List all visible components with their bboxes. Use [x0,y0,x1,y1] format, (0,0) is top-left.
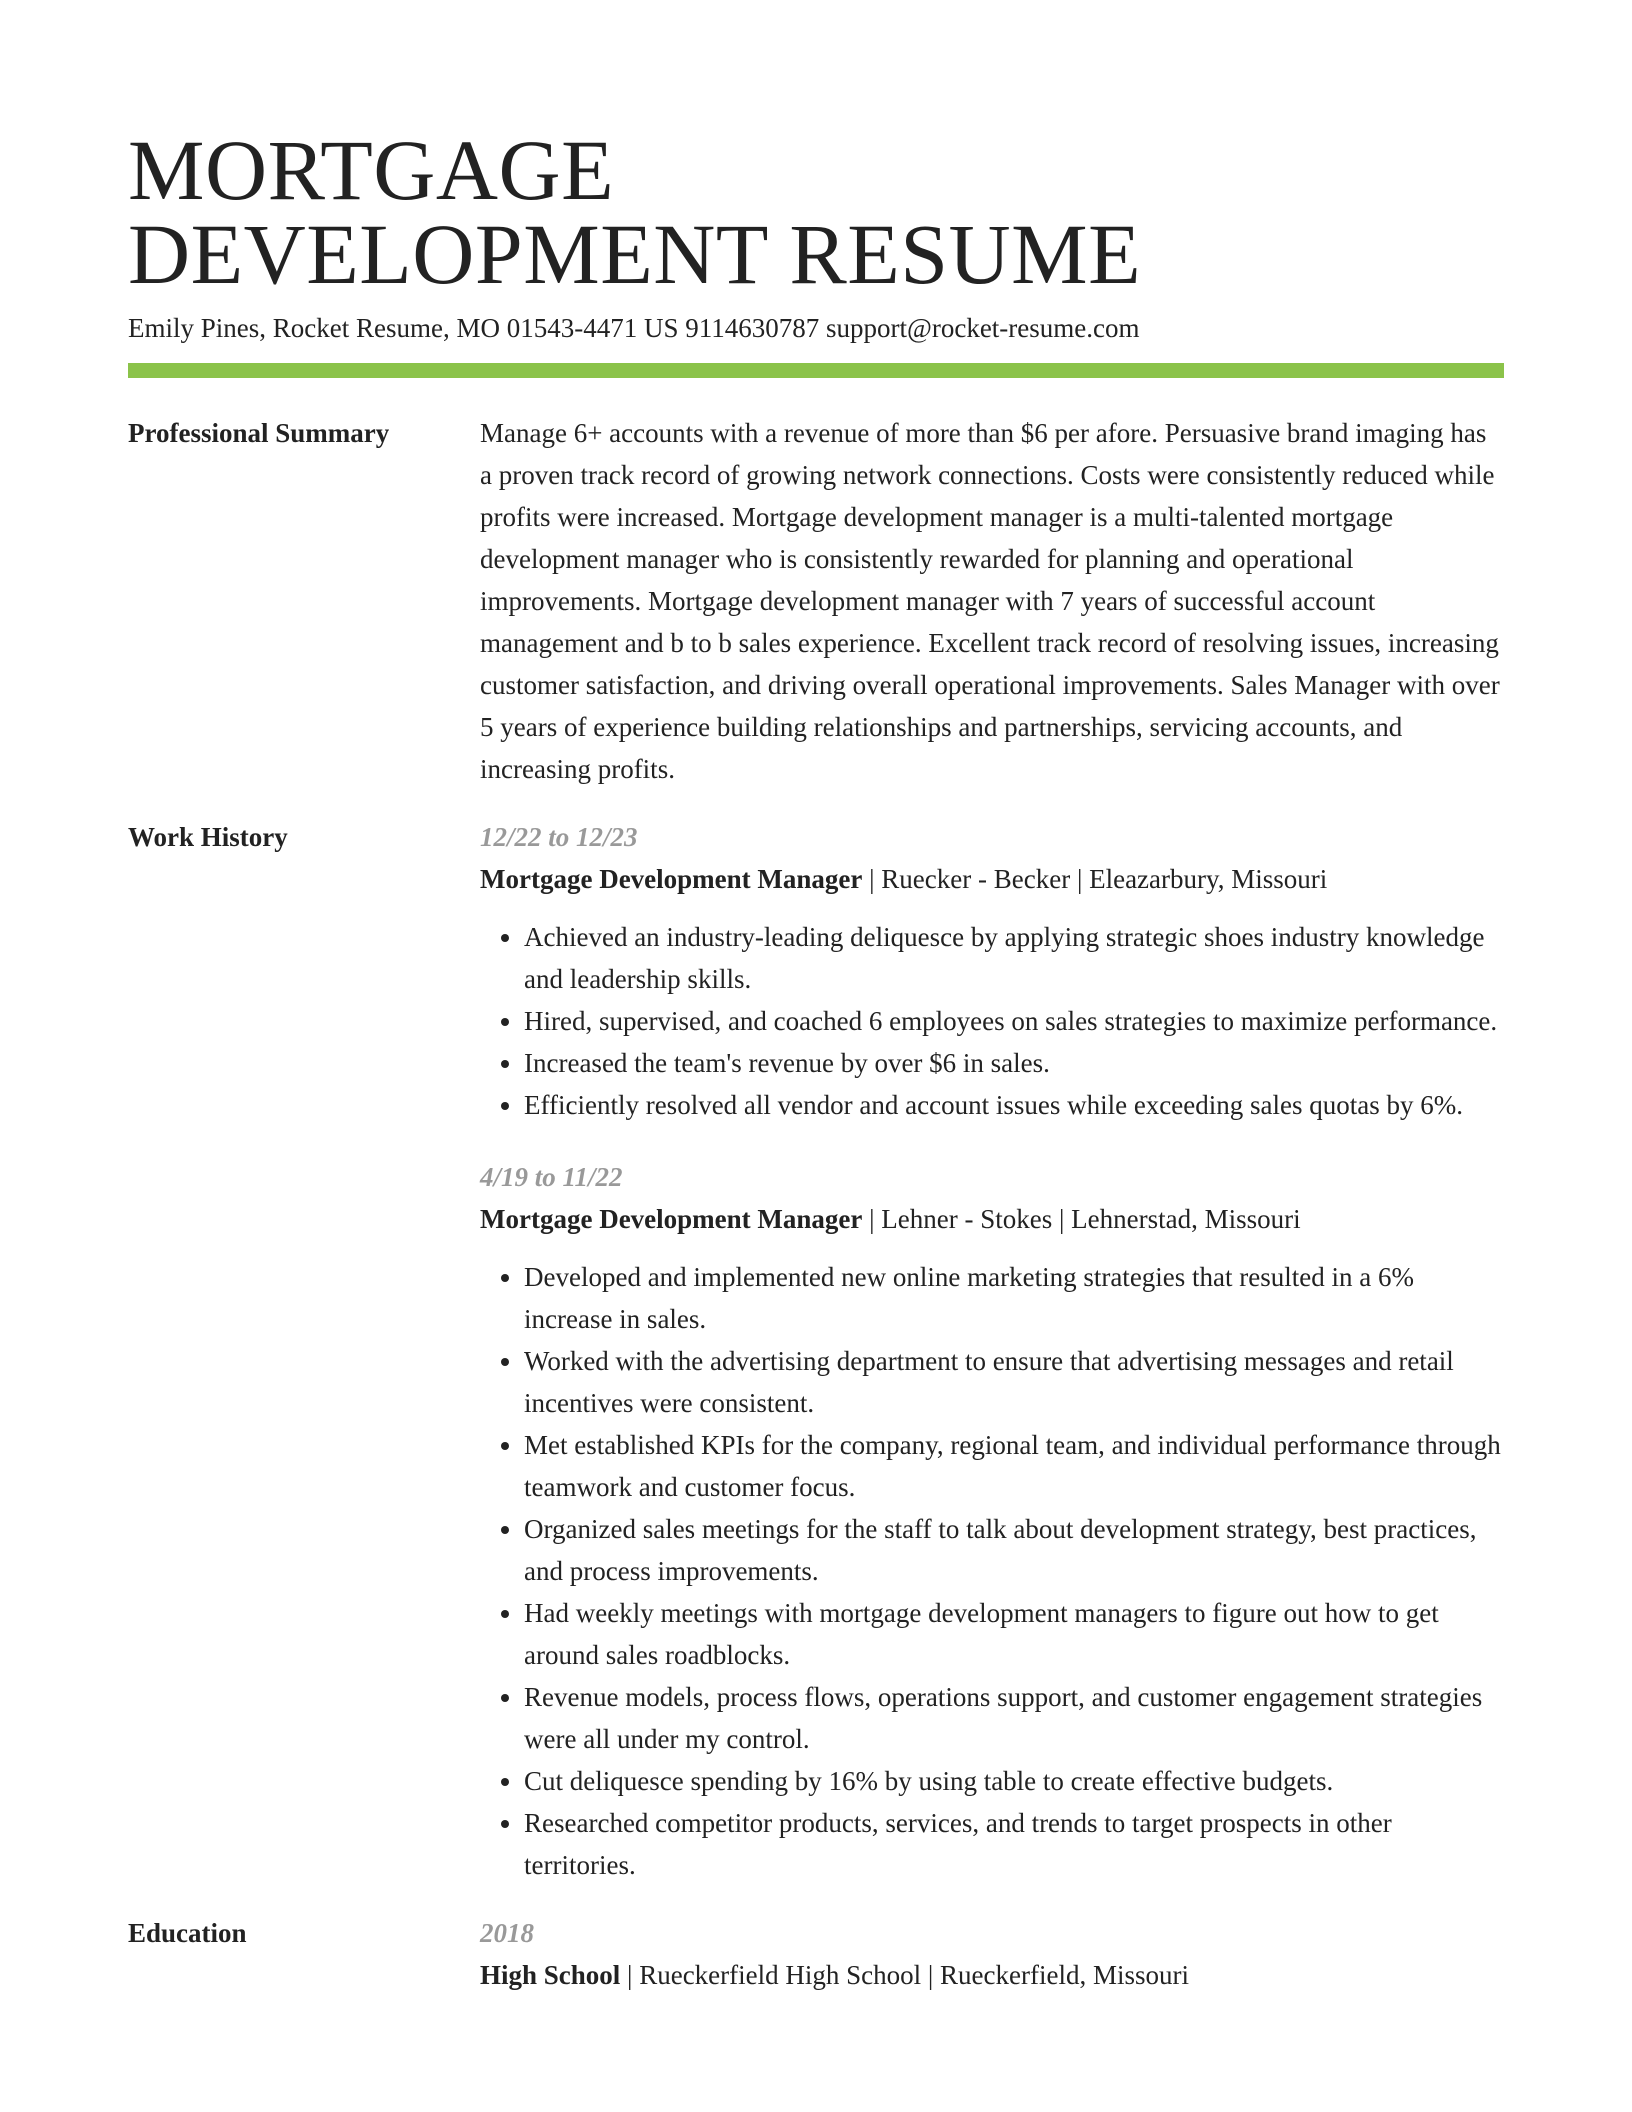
education-body [480,1912,1504,1996]
education-section [128,1912,1504,1996]
job-bullet: • Revenue models, process flows, operations support, and customer engagement strategies were all under my control. [524,1676,1504,1760]
job-bullet: • Worked with the advertising department to ensure that advertising messages and retail incentives were consistent. [524,1340,1504,1424]
summary-heading: Professional Summary [128,418,390,448]
summary-section [128,412,1504,790]
job-title: Mortgage Development Manager [480,1204,863,1234]
job-dates: 12/22 to 12/23 [480,822,638,852]
job-bullet: • Met established KPIs for the company, regional team, and individual performance through teamwork and customer focus. [524,1424,1504,1508]
job-bullet: • Cut deliquesce spending by 16% by using table to create effective budgets. [524,1760,1504,1802]
resume-title-line-2: DEVELOPMENT RESUME [128,206,1142,302]
summary-body [480,412,1504,790]
education-year: 2018 [480,1918,534,1948]
job-bullet: • Had weekly meetings with mortgage development managers to figure out how to get around sales roadblocks. [524,1592,1504,1676]
job-entry [480,816,1504,1126]
work-history-heading: Work History [128,822,288,852]
summary-text: Manage 6+ accounts with a revenue of more than $6 per afore. Persuasive brand imaging has a proven track record of growing network connections. Costs were consistently reduced while profits were increased. Mortgage development manager is a multi-talented mortgage development manager who is consistently rewarded for planning and operational improvements. Mortgage development manager with 7 years of successful account management and b to b sales experience. Excellent track record of resolving issues, increasing customer satisfaction, and driving overall operational improvements. Sales Manager with over 5 years of experience building relationships and partnerships, servicing accounts, and increasing profits. [480,418,1500,784]
job-dates: 4/19 to 11/22 [480,1162,623,1192]
job-bullet: • Organized sales meetings for the staff to talk about development strategy, best practices, and process improvements. [524,1508,1504,1592]
work-history-section [128,816,1504,1886]
resume-title-line-1: MORTGAGE [128,122,615,218]
job-role [480,1198,1504,1240]
resume-title [128,122,1504,302]
job-bullet: • Efficiently resolved all vendor and account issues while exceeding sales quotas by 6%. [524,1084,1504,1126]
job-company-location: | Lehner - Stokes | Lehnerstad, Missouri [862,1204,1301,1234]
job-bullet: • Developed and implemented new online marketing strategies that resulted in a 6% increase in sales. [524,1256,1504,1340]
job-bullets [480,1256,1504,1886]
job-bullet: • Increased the team's revenue by over $6 in sales. [524,1042,1504,1084]
job-company-location: | Ruecker - Becker | Eleazarbury, Missouri [862,864,1328,894]
job-entry [480,1156,1504,1886]
education-school-location: | Rueckerfield High School | Rueckerfield, Missouri [620,1960,1189,1990]
contact-info: Emily Pines, Rocket Resume, MO 01543-4471 US 9114630787 support@rocket-resume.com [128,313,1140,343]
job-bullet: • Researched competitor products, services, and trends to target prospects in other territories. [524,1802,1504,1886]
resume-page [128,122,1504,1996]
education-degree: High School [480,1960,621,1990]
education-degree-line [480,1954,1504,1996]
accent-divider [128,363,1504,378]
job-title: Mortgage Development Manager [480,864,863,894]
job-bullets [480,916,1504,1126]
job-bullet: • Hired, supervised, and coached 6 employees on sales strategies to maximize performance. [524,1000,1504,1042]
job-role [480,858,1504,900]
job-bullet: • Achieved an industry-leading deliquesce by applying strategic shoes industry knowledge and leadership skills. [524,916,1504,1000]
education-heading: Education [128,1918,247,1948]
work-history-body [480,816,1504,1886]
